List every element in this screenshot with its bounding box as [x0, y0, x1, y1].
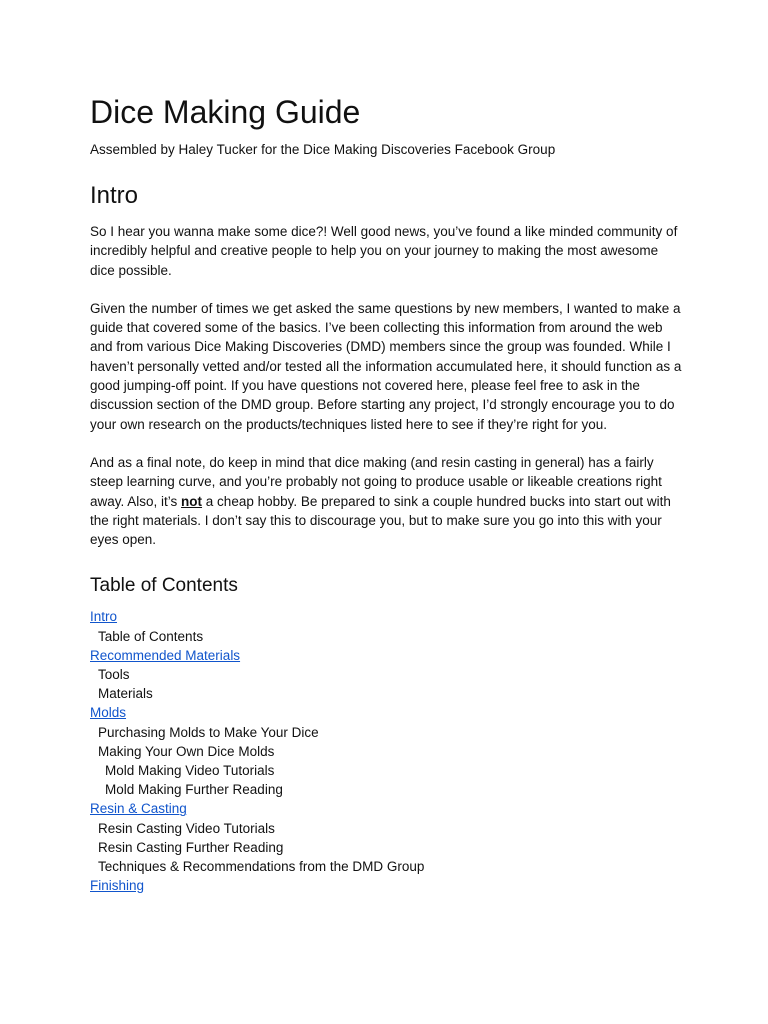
toc-item-resin-casting[interactable] [90, 799, 685, 818]
toc-link-finishing[interactable]: Finishing [90, 878, 145, 894]
toc-entry-table-of-contents: Table of Contents [98, 628, 204, 644]
toc-entry-materials: Materials [98, 686, 153, 702]
intro-paragraph-3-end: a cheap hobby. Be prepared to sink a couple hundred bucks into start out with the right materials. I don’t say this to discourage you, but to make sure you go into this with your eyes open. [90, 493, 671, 548]
toc-link-recommended-materials[interactable]: Recommended Materials [90, 647, 241, 663]
toc-item-tools [90, 665, 685, 684]
toc-item-techniques-recommendations-from-the-dmd-group [90, 857, 685, 876]
toc-entry-mold-making-video-tutorials: Mold Making Video Tutorials [105, 763, 275, 779]
toc-entry-purchasing-molds-to-make-your-dice: Purchasing Molds to Make Your Dice [98, 724, 319, 740]
table-of-contents [90, 607, 685, 895]
toc-item-mold-making-further-reading [90, 780, 685, 799]
intro-paragraph-2: Given the number of times we get asked the same questions by new members, I wanted to make a guide that covered some of the basics. I’ve been collecting this information from around the web and from various Dice Making Discoveries (DMD) members since the group was founded. While I haven’t personally vetted and/or tested all the information accumulated here, it should function as a good jumping-off point. If you have questions not covered here, please feel free to ask in the discussion section of the DMD group. Before starting any project, I’d strongly encourage you to do your own research on the products/techniques listed here to see if they’re right for you. [90, 300, 682, 432]
toc-item-resin-casting-video-tutorials [90, 819, 685, 838]
toc-item-intro[interactable] [90, 607, 685, 626]
toc-heading: Table of Contents [90, 575, 238, 597]
document-subtitle: Assembled by Haley Tucker for the Dice Making Discoveries Facebook Group [90, 142, 556, 157]
toc-item-materials [90, 684, 685, 703]
toc-link-intro[interactable]: Intro [90, 609, 118, 625]
intro-heading: Intro [90, 182, 139, 209]
toc-entry-resin-casting-video-tutorials: Resin Casting Video Tutorials [98, 820, 275, 836]
emphasis-not: not [181, 493, 203, 509]
toc-item-recommended-materials[interactable] [90, 646, 685, 665]
toc-item-table-of-contents [90, 627, 685, 646]
toc-item-purchasing-molds-to-make-your-dice [90, 723, 685, 742]
toc-link-molds[interactable]: Molds [90, 705, 127, 721]
toc-entry-tools: Tools [98, 667, 130, 683]
toc-link-resin-casting[interactable]: Resin & Casting [90, 801, 187, 817]
toc-entry-techniques-recommendations-from-the-dmd-group: Techniques & Recommendations from the DMD Group [98, 859, 425, 875]
intro-paragraph-3-start: And as a final note, do keep in mind that dice making (and resin casting in general) has a fairly steep learning curve, and you’re probably not going to produce usable or likeable creations right away. Also, it’s [90, 454, 662, 509]
document-body [90, 92, 685, 896]
toc-item-making-your-own-dice-molds [90, 742, 685, 761]
toc-item-molds[interactable] [90, 703, 685, 722]
toc-item-mold-making-video-tutorials [90, 761, 685, 780]
toc-item-finishing[interactable] [90, 876, 685, 895]
toc-entry-resin-casting-further-reading: Resin Casting Further Reading [98, 839, 284, 855]
intro-paragraph-1: So I hear you wanna make some dice?! Well good news, you’ve found a like minded community of incredibly helpful and creative people to help you on your journey to making the most awesome dice possible. [90, 224, 678, 278]
toc-entry-making-your-own-dice-molds: Making Your Own Dice Molds [98, 743, 275, 759]
toc-entry-mold-making-further-reading: Mold Making Further Reading [105, 782, 283, 798]
toc-item-resin-casting-further-reading [90, 838, 685, 857]
intro-paragraph-3 [90, 453, 685, 549]
page-title: Dice Making Guide [90, 94, 361, 130]
